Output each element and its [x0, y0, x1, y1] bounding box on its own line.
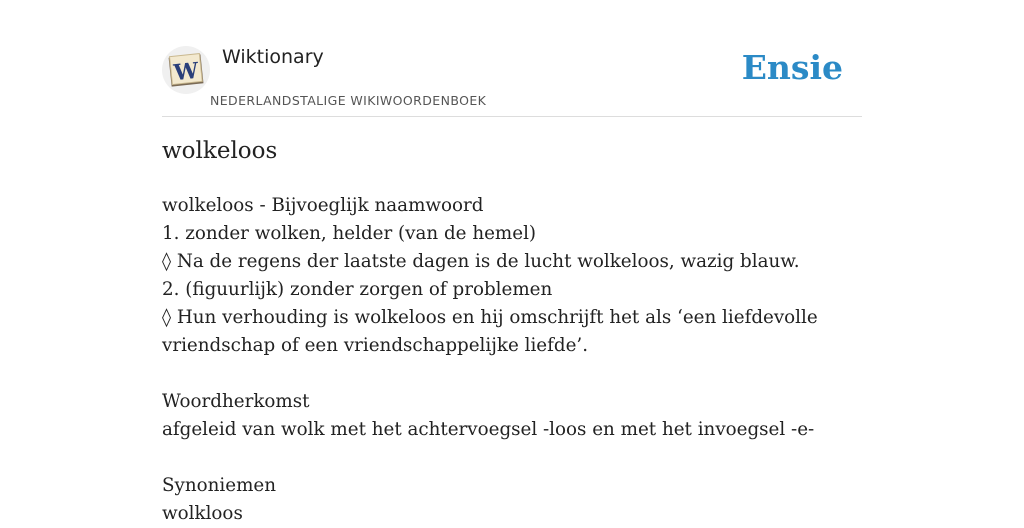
etymology-text: afgeleid van wolk met het achtervoegsel -loos en met het invoegsel -e-: [162, 419, 815, 440]
etymology-heading: Woordherkomst: [162, 391, 310, 412]
site-header: [162, 0, 862, 117]
page-title: wolkeloos: [162, 138, 278, 164]
logo-letter: W: [172, 57, 200, 87]
example-2-line-1: ◊ Hun verhouding is wolkeloos en hij omschrijft het als ‘een liefdevolle: [162, 307, 818, 328]
synonyms-text: wolkloos: [162, 503, 243, 524]
entry-content: [162, 192, 862, 528]
wiktionary-logo-graphic: [162, 46, 210, 94]
entry-headline: wolkeloos - Bijvoeglijk naamwoord: [162, 195, 484, 216]
wiktionary-logo-icon[interactable]: [162, 46, 210, 94]
site-title[interactable]: Wiktionary: [222, 46, 324, 68]
ensie-brand-link[interactable]: Ensie: [741, 48, 843, 87]
spacer: [162, 360, 862, 388]
spacer: [162, 444, 862, 472]
site-subtitle: NEDERLANDSTALIGE WIKIWOORDENBOEK: [210, 93, 487, 108]
synonyms-heading: Synoniemen: [162, 475, 276, 496]
example-2-line-2: vriendschap of een vriendschappelijke liefde’.: [162, 335, 589, 356]
sense-1: 1. zonder wolken, helder (van de hemel): [162, 223, 537, 244]
example-1: ◊ Na de regens der laatste dagen is de lucht wolkeloos, wazig blauw.: [162, 251, 800, 272]
sense-2: 2. (figuurlijk) zonder zorgen of problemen: [162, 279, 553, 300]
